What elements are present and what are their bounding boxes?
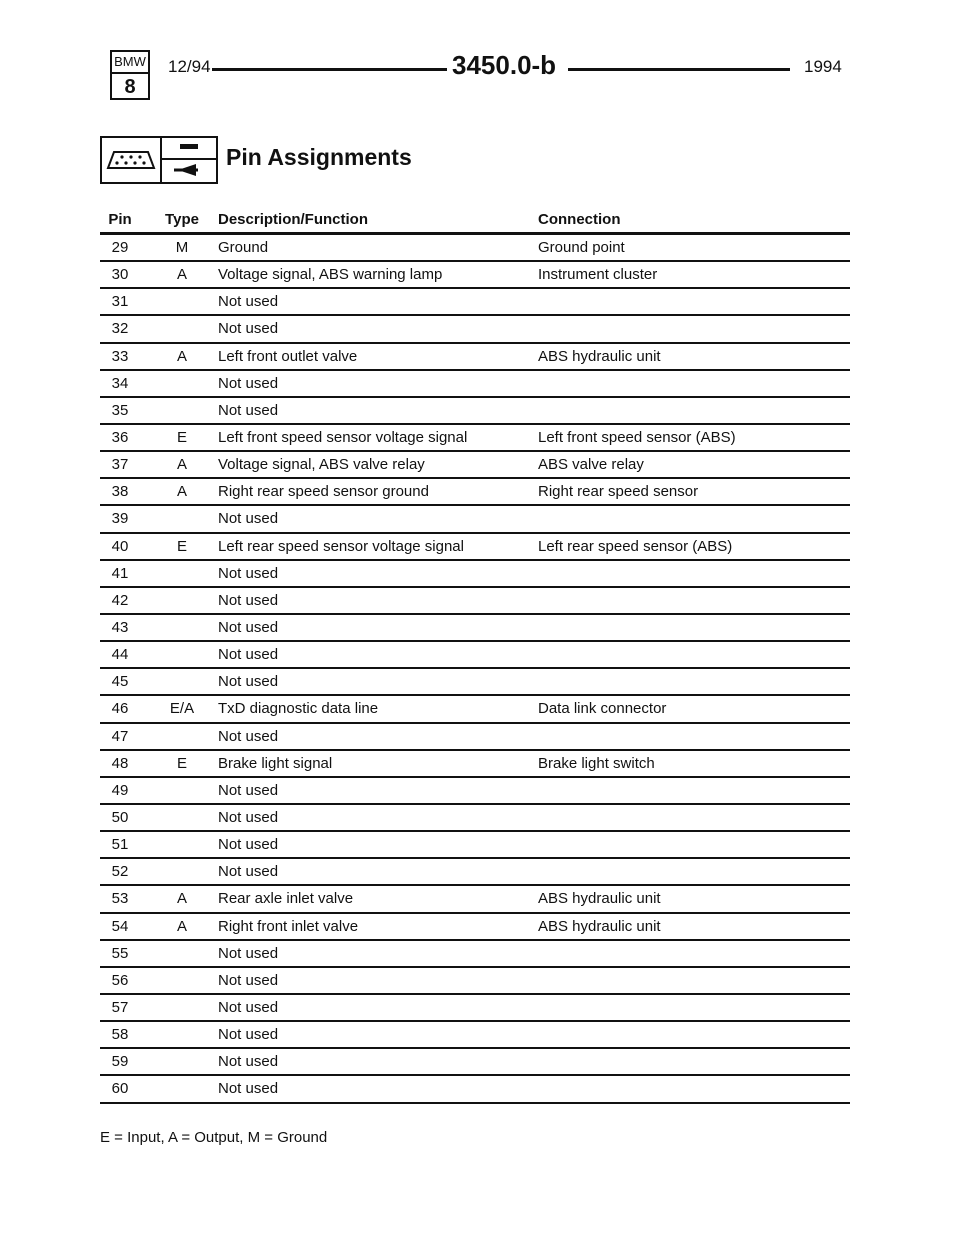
description-cell: Not used xyxy=(218,374,279,392)
pin-cell: 33 xyxy=(111,347,129,365)
header-pin: Pin xyxy=(108,211,132,228)
table-row xyxy=(100,316,850,343)
description-cell: Left rear speed sensor voltage signal xyxy=(218,537,464,555)
description-cell: Left front outlet valve xyxy=(218,347,358,365)
table-row xyxy=(100,398,850,425)
pin-cell: 34 xyxy=(111,374,129,392)
connection-cell: ABS hydraulic unit xyxy=(538,917,661,935)
header-description: Description/Function xyxy=(218,211,368,228)
header-rule-left xyxy=(212,68,447,71)
table-row xyxy=(100,1076,850,1103)
pin-cell: 48 xyxy=(111,754,129,772)
table-row xyxy=(100,968,850,995)
table-row xyxy=(100,289,850,316)
table-row xyxy=(100,751,850,778)
logo-top-text: BMW xyxy=(112,52,148,74)
header-date: 12/94 xyxy=(168,57,211,76)
table-row xyxy=(100,588,850,615)
table-row xyxy=(100,506,850,533)
pin-cell: 49 xyxy=(111,781,129,799)
table-row xyxy=(100,1049,850,1076)
table-row xyxy=(100,724,850,751)
description-cell: Rear axle inlet valve xyxy=(218,890,354,908)
pin-cell: 35 xyxy=(111,401,129,419)
type-cell: E xyxy=(176,428,187,446)
connection-cell: Left rear speed sensor (ABS) xyxy=(538,537,733,555)
description-cell: Not used xyxy=(218,510,279,528)
connector-icon xyxy=(100,136,162,184)
type-cell: A xyxy=(176,483,187,501)
type-cell: A xyxy=(176,890,187,908)
pin-cell: 43 xyxy=(111,618,129,636)
pin-cell: 57 xyxy=(111,998,129,1016)
pin-cell: 55 xyxy=(111,944,129,962)
table-row xyxy=(100,479,850,506)
pin-cell: 40 xyxy=(111,537,129,555)
connection-cell: Right rear speed sensor xyxy=(538,483,699,501)
pin-cell: 45 xyxy=(111,673,129,691)
pin-cell: 31 xyxy=(111,293,129,311)
connection-cell: ABS hydraulic unit xyxy=(538,890,661,908)
pin-assignment-table xyxy=(100,206,850,1104)
description-cell: Not used xyxy=(218,401,279,419)
table-row xyxy=(100,914,850,941)
pin-cell: 56 xyxy=(111,971,129,989)
pin-cell: 47 xyxy=(111,727,129,745)
table-row xyxy=(100,805,850,832)
pin-cell: 58 xyxy=(111,1026,129,1044)
bmw-8-logo xyxy=(110,50,150,100)
table-row xyxy=(100,995,850,1022)
description-cell: Right rear speed sensor ground xyxy=(218,483,429,501)
type-cell: A xyxy=(176,917,187,935)
table-row xyxy=(100,235,850,262)
description-cell: Not used xyxy=(218,564,279,582)
description-cell: Left front speed sensor voltage signal xyxy=(218,428,468,446)
connection-cell: Instrument cluster xyxy=(538,266,658,284)
table-row xyxy=(100,832,850,859)
description-cell: Right front inlet valve xyxy=(218,917,359,935)
description-cell: Not used xyxy=(218,1053,279,1071)
table-row xyxy=(100,1022,850,1049)
description-cell: TxD diagnostic data line xyxy=(218,700,379,718)
table-row xyxy=(100,262,850,289)
description-cell: Brake light signal xyxy=(218,754,333,772)
table-row xyxy=(100,452,850,479)
description-cell: Not used xyxy=(218,781,279,799)
description-cell: Not used xyxy=(218,1080,279,1098)
description-cell: Not used xyxy=(218,836,279,854)
description-cell: Not used xyxy=(218,293,279,311)
logo-bottom-text: 8 xyxy=(124,76,136,98)
pin-cell: 54 xyxy=(111,917,129,935)
pin-cell: 30 xyxy=(111,266,129,284)
connection-cell: Brake light switch xyxy=(538,754,655,772)
description-cell: Voltage signal, ABS valve relay xyxy=(218,456,425,474)
table-row xyxy=(100,778,850,805)
table-row xyxy=(100,344,850,371)
pin-cell: 52 xyxy=(111,863,129,881)
description-cell: Not used xyxy=(218,998,279,1016)
pin-cell: 39 xyxy=(111,510,129,528)
pin-cell: 46 xyxy=(111,700,129,718)
table-row xyxy=(100,642,850,669)
table-row xyxy=(100,859,850,886)
pin-cell: 59 xyxy=(111,1053,129,1071)
type-cell: E xyxy=(176,537,187,555)
pin-cell: 37 xyxy=(111,456,129,474)
table-row xyxy=(100,886,850,913)
type-cell: A xyxy=(176,266,187,284)
table-row xyxy=(100,425,850,452)
pin-cell: 42 xyxy=(111,591,129,609)
description-cell: Not used xyxy=(218,320,279,338)
connection-cell: ABS hydraulic unit xyxy=(538,347,661,365)
description-cell: Not used xyxy=(218,863,279,881)
type-cell: A xyxy=(176,456,187,474)
connection-cell: Left front speed sensor (ABS) xyxy=(538,428,736,446)
document-code: 3450.0-b xyxy=(452,50,557,80)
pin-cell: 60 xyxy=(111,1080,129,1098)
type-cell: A xyxy=(176,347,187,365)
type-cell: E xyxy=(176,754,187,772)
table-row xyxy=(100,561,850,588)
table-row xyxy=(100,615,850,642)
header-type: Type xyxy=(165,211,199,228)
connection-cell: Ground point xyxy=(538,239,625,256)
description-cell: Not used xyxy=(218,673,279,691)
pin-cell: 53 xyxy=(111,890,129,908)
pin-type-icon xyxy=(162,136,218,184)
table-row xyxy=(100,371,850,398)
table-row xyxy=(100,696,850,723)
pin-cell: 32 xyxy=(111,320,129,338)
description-cell: Not used xyxy=(218,727,279,745)
description-cell: Not used xyxy=(218,591,279,609)
pin-cell: 51 xyxy=(111,836,129,854)
pin-cell: 41 xyxy=(111,564,129,582)
pin-cell: 50 xyxy=(111,808,129,826)
header-connection: Connection xyxy=(538,211,621,228)
type-cell: M xyxy=(175,239,189,256)
connection-cell: Data link connector xyxy=(538,700,667,718)
pin-cell: 44 xyxy=(111,646,129,664)
description-cell: Not used xyxy=(218,944,279,962)
table-row xyxy=(100,669,850,696)
section-title: Pin Assignments xyxy=(226,144,412,170)
description-cell: Not used xyxy=(218,618,279,636)
connection-cell: ABS valve relay xyxy=(538,456,644,474)
header-rule-right xyxy=(568,68,790,71)
header-year: 1994 xyxy=(804,57,842,76)
type-cell: E/A xyxy=(169,700,195,718)
pin-cell: 29 xyxy=(111,239,129,256)
table-row xyxy=(100,941,850,968)
pin-cell: 36 xyxy=(111,428,129,446)
description-cell: Not used xyxy=(218,1026,279,1044)
table-row xyxy=(100,534,850,561)
table-header-row xyxy=(100,206,850,232)
table-body xyxy=(100,235,850,1104)
description-cell: Not used xyxy=(218,808,279,826)
type-legend-footnote: E = Input, A = Output, M = Ground xyxy=(100,1129,328,1146)
description-cell: Not used xyxy=(218,971,279,989)
description-cell: Ground xyxy=(218,239,269,256)
description-cell: Not used xyxy=(218,646,279,664)
pin-cell: 38 xyxy=(111,483,129,501)
description-cell: Voltage signal, ABS warning lamp xyxy=(218,266,443,284)
